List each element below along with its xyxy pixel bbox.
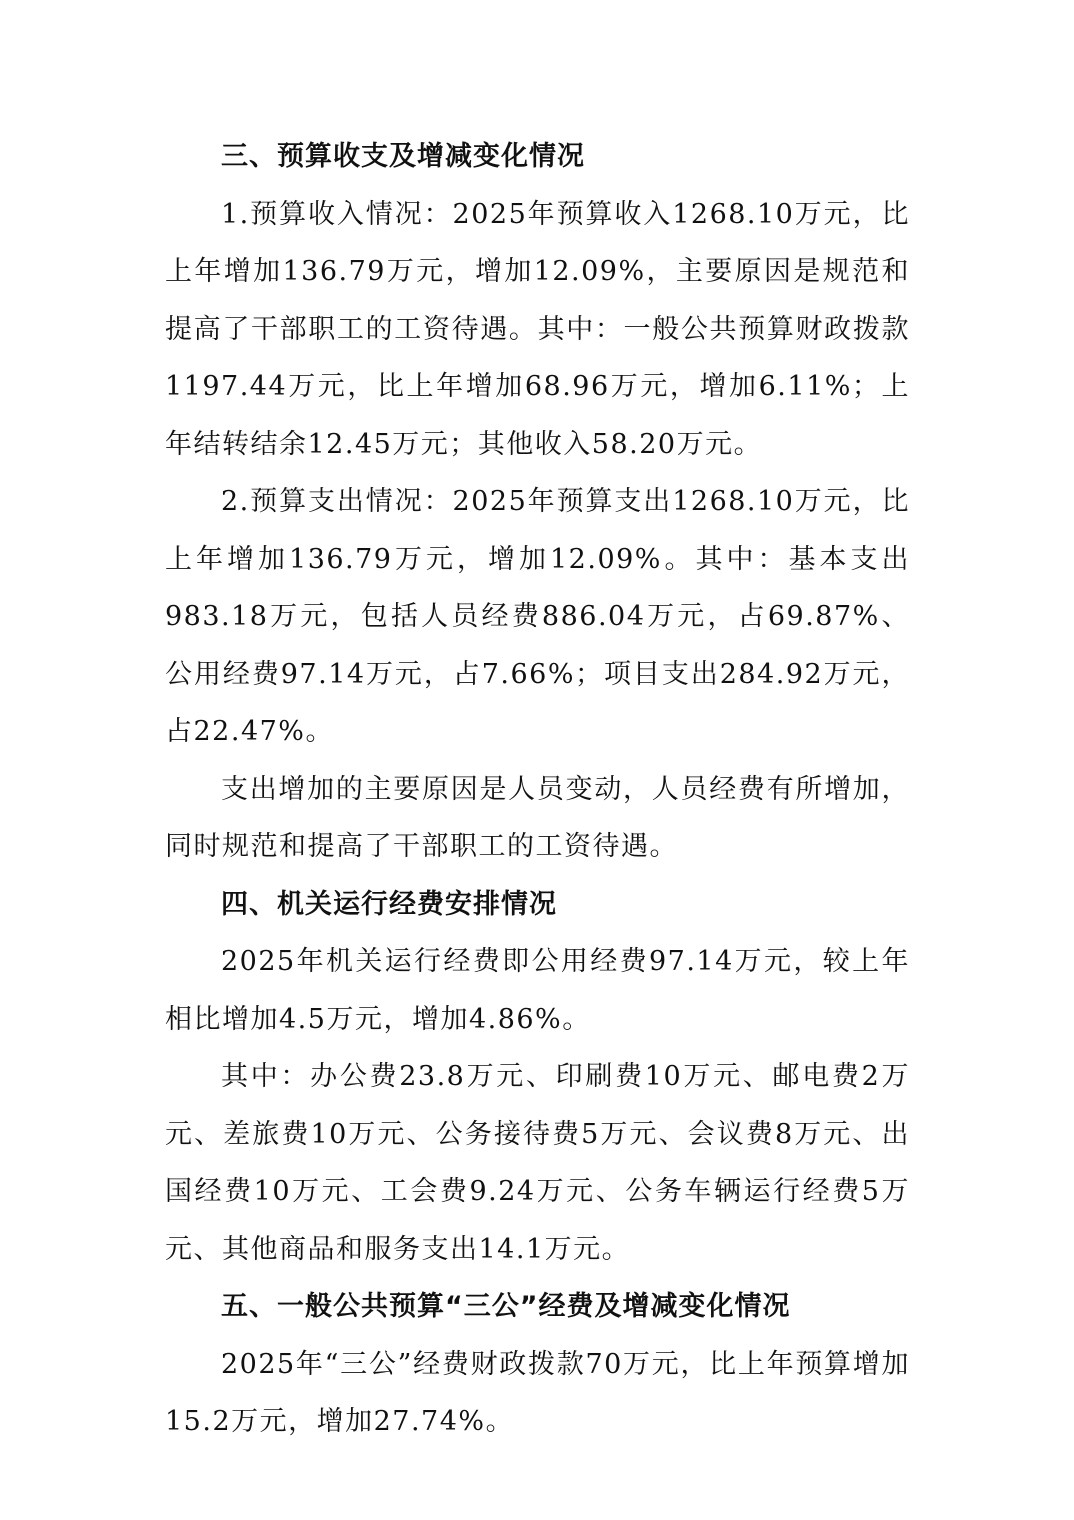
section-heading-budget-changes: 三、预算收支及增减变化情况 [221,141,585,172]
document-page [165,128,910,1451]
paragraph-expenditure-reason: 支出增加的主要原因是人员变动，人员经费有所增加，同时规范和提高了干部职工的工资待遇。 [165,773,910,862]
paragraph-operating-costs-breakdown: 其中：办公费23.8万元、印刷费10万元、邮电费2万元、差旅费10万元、公务接待费5万元、会议费8万元、出国经费10万元、工会费9.24万元、公务车辆运行经费5万元、其他商品和服务支出14.1万元。 [165,1061,910,1265]
paragraph-budget-expenditure: 2.预算支出情况：2025年预算支出1268.10万元，比上年增加136.79万元，增加12.09%。其中：基本支出983.18万元，包括人员经费886.04万元，占69.87%、公用经费97.14万元，占7.66%；项目支出284.92万元，占22.47%。 [165,486,910,747]
paragraph-budget-revenue: 1.预算收入情况：2025年预算收入1268.10万元，比上年增加136.79万元，增加12.09%，主要原因是规范和提高了干部职工的工资待遇。其中：一般公共预算财政拨款1197.44万元，比上年增加68.96万元，增加6.11%；上年结转结余12.45万元；其他收入58.20万元。 [165,198,910,460]
section-heading-three-public: 五、一般公共预算“三公”经费及增减变化情况 [221,1291,791,1322]
section-heading-operating-costs: 四、机关运行经费安排情况 [221,888,557,920]
paragraph-operating-costs-total: 2025年机关运行经费即公用经费97.14万元，较上年相比增加4.5万元，增加4.86%。 [165,946,910,1035]
paragraph-three-public-costs: 2025年“三公”经费财政拨款70万元，比上年预算增加15.2万元，增加27.74%。 [165,1348,910,1437]
